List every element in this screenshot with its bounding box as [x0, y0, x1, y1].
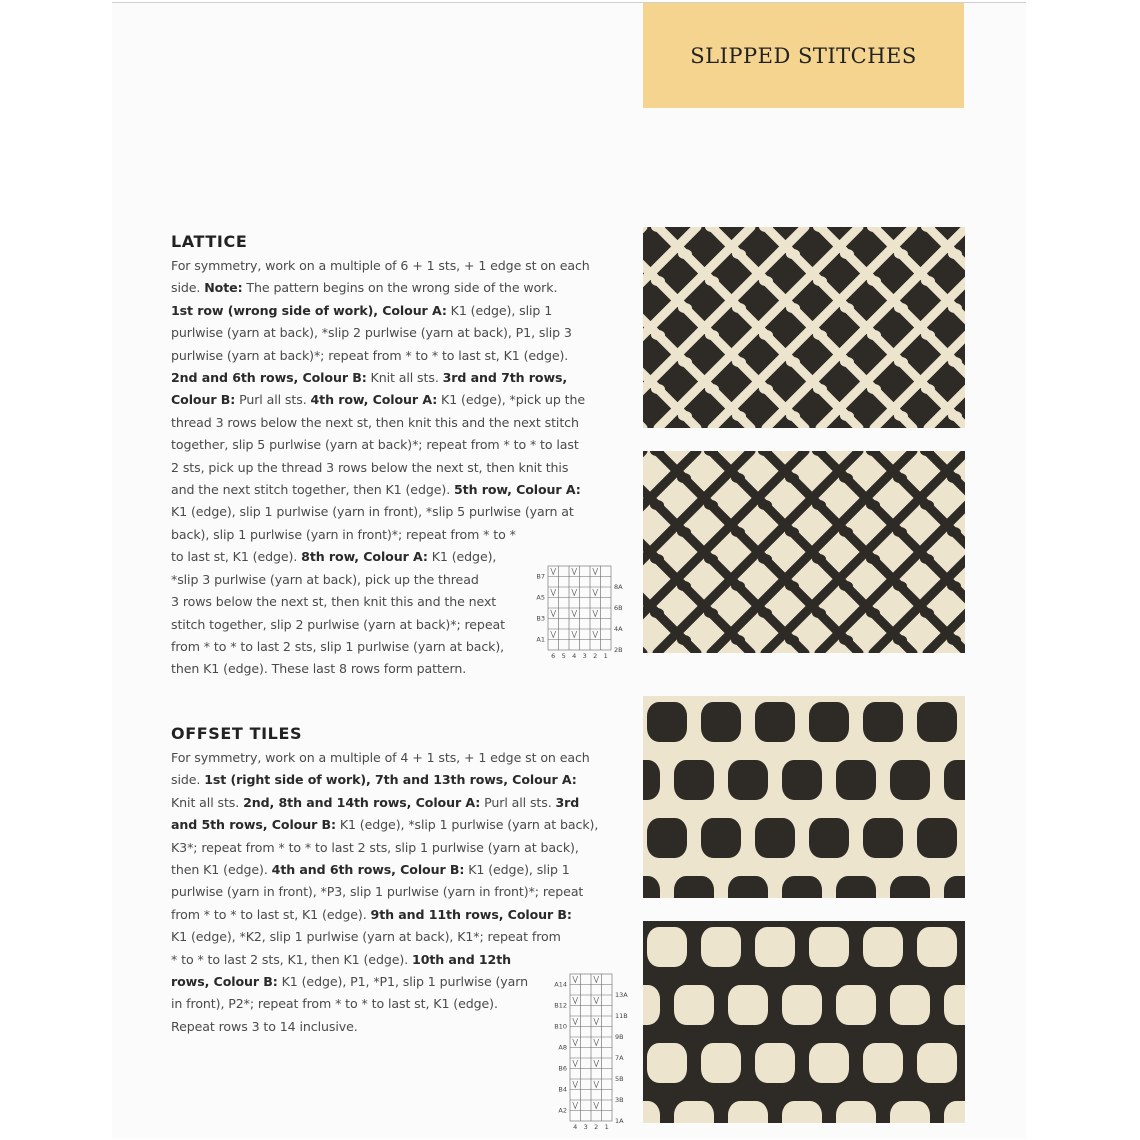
- instruction-text: *slip 3 purlwise (yarn at back), pick up the thread: [171, 571, 479, 587]
- text-line: [171, 389, 590, 411]
- chart-row-label: B4: [558, 1085, 567, 1094]
- offset-tiles-wrong-side-photo: [643, 921, 965, 1123]
- chart-column-label: 3: [582, 652, 587, 660]
- instruction-text: to last st, K1 (edge).: [171, 549, 302, 565]
- chart-column-label: 4: [573, 1123, 578, 1131]
- bold-instruction: 9th and 11th rows, Colour B:: [370, 906, 572, 922]
- instruction-text: K3*; repeat from * to * to last 2 sts, slip 1 purlwise (yarn at back),: [171, 839, 579, 855]
- instruction-text: purlwise (yarn at back), *slip 2 purlwise (yarn at back), P1, slip 3: [171, 325, 572, 341]
- chart-row-label: B6: [558, 1064, 567, 1073]
- chart-row-label: A14: [554, 980, 567, 989]
- chart-row-label: A2: [558, 1106, 567, 1115]
- chart-row-label: 8A: [614, 583, 623, 591]
- chart-row-label: 11B: [615, 1012, 628, 1020]
- instruction-text: purlwise (yarn at back)*; repeat from * to * to last st, K1 (edge).: [171, 347, 569, 363]
- instruction-text: from * to * to last 2 sts, slip 1 purlwise (yarn at back),: [171, 638, 505, 654]
- text-line: [171, 367, 590, 389]
- chart-column-label: 4: [572, 652, 577, 660]
- instruction-text: K1 (edge), slip 1 purlwise (yarn in front), *slip 5 purlwise (yarn at: [171, 504, 574, 520]
- text-line: [171, 255, 590, 277]
- instruction-text: K1 (edge), slip 1: [464, 862, 570, 878]
- lattice-stitch-chart: [524, 564, 634, 670]
- bold-instruction: 3rd and 7th rows,: [442, 370, 568, 386]
- offset-tiles-title: OFFSET TILES: [171, 724, 303, 743]
- instruction-text: and the next stitch together, then K1 (edge).: [171, 482, 454, 498]
- section-header: [643, 3, 964, 108]
- lattice-title: LATTICE: [171, 232, 248, 251]
- instruction-text: side.: [171, 280, 205, 296]
- chart-row-label: 6B: [614, 604, 623, 612]
- bold-instruction: rows, Colour B:: [171, 974, 278, 990]
- chart-column-label: 6: [551, 652, 556, 660]
- instruction-text: side.: [171, 772, 205, 788]
- chart-column-label: 5: [561, 652, 566, 660]
- text-line: [171, 300, 590, 322]
- instruction-text: purlwise (yarn in front), *P3, slip 1 purlwise (yarn in front)*; repeat: [171, 884, 584, 900]
- chart-row-label: A8: [558, 1043, 567, 1052]
- text-line: [171, 769, 598, 791]
- chart-row-label: 7A: [615, 1054, 624, 1062]
- text-line: [171, 993, 598, 1015]
- instruction-text: For symmetry, work on a multiple of 6 + 1 sts, + 1 edge st on each: [171, 258, 590, 273]
- instruction-text: K1 (edge),: [427, 549, 497, 565]
- instruction-text: 2 sts, pick up the thread 3 rows below the next st, then knit this: [171, 459, 569, 475]
- chart-row-label: 1A: [615, 1117, 624, 1125]
- chart-column-label: 1: [604, 1123, 609, 1131]
- chart-row-label: B7: [536, 572, 545, 581]
- chart-row-label: B3: [536, 614, 545, 623]
- instruction-text: Purl all sts.: [480, 794, 556, 810]
- text-line: [171, 971, 598, 993]
- text-line: [171, 322, 590, 344]
- offset-tiles-right-side-photo: [643, 696, 965, 898]
- chart-row-label: 4A: [614, 625, 623, 633]
- instruction-text: K1 (edge), *pick up the: [437, 392, 585, 408]
- instruction-text: For symmetry, work on a multiple of 4 + 1 sts, + 1 edge st on each: [171, 750, 590, 765]
- instruction-text: Knit all sts.: [171, 794, 244, 810]
- bold-instruction: 8th row, Colour A:: [301, 549, 428, 565]
- text-line: [171, 859, 598, 881]
- text-line: [171, 524, 590, 546]
- instruction-text: stitch together, slip 2 purlwise (yarn at back)*; repeat: [171, 616, 505, 632]
- text-line: [171, 457, 590, 479]
- instruction-text: Knit all sts.: [366, 370, 443, 386]
- text-line: [171, 1016, 598, 1038]
- offset-tiles-instructions: [171, 747, 598, 1038]
- instruction-text: back), slip 1 purlwise (yarn in front)*; repeat from * to *: [171, 526, 516, 542]
- instruction-text: then K1 (edge).: [171, 862, 272, 878]
- text-line: [171, 747, 598, 769]
- bold-instruction: 5th row, Colour A:: [454, 482, 581, 498]
- instruction-text: K1 (edge), *slip 1 purlwise (yarn at back),: [335, 817, 599, 833]
- instruction-text: K1 (edge), *K2, slip 1 purlwise (yarn at back), K1*; repeat from: [171, 929, 561, 945]
- chart-row-label: 5B: [615, 1075, 624, 1083]
- section-header-title: SLIPPED STITCHES: [690, 43, 917, 68]
- text-line: [171, 434, 590, 456]
- instruction-text: The pattern begins on the wrong side of the work.: [242, 280, 558, 296]
- chart-row-label: 13A: [615, 991, 628, 999]
- bold-instruction: 1st row (wrong side of work), Colour A:: [171, 302, 447, 318]
- instruction-text: then K1 (edge). These last 8 rows form pattern.: [171, 661, 467, 677]
- text-line: [171, 837, 598, 859]
- bold-instruction: Note:: [204, 280, 243, 296]
- text-line: [171, 904, 598, 926]
- bold-instruction: 1st (right side of work), 7th and 13th rows, Colour A:: [204, 772, 577, 788]
- offset-tiles-stitch-chart: [548, 972, 640, 1136]
- lattice-right-side-photo: [643, 227, 965, 428]
- chart-row-label: B12: [554, 1001, 567, 1010]
- text-line: [171, 277, 590, 299]
- text-line: [171, 926, 598, 948]
- text-line: [171, 881, 598, 903]
- bold-instruction: 4th and 6th rows, Colour B:: [271, 862, 465, 878]
- instruction-text: Repeat rows 3 to 14 inclusive.: [171, 1018, 358, 1034]
- lattice-wrong-side-photo: [643, 451, 965, 653]
- instruction-text: * to * to last 2 sts, K1, then K1 (edge).: [171, 951, 413, 967]
- chart-row-label: A1: [536, 635, 545, 644]
- text-line: [171, 501, 590, 523]
- text-line: [171, 345, 590, 367]
- chart-row-label: B10: [554, 1022, 567, 1031]
- chart-row-label: 2B: [614, 646, 623, 654]
- chart-column-label: 1: [603, 652, 608, 660]
- text-line: [171, 949, 598, 971]
- text-line: [171, 814, 598, 836]
- instruction-text: from * to * to last st, K1 (edge).: [171, 906, 371, 922]
- chart-column-label: 2: [594, 1123, 599, 1131]
- chart-column-label: 2: [593, 652, 598, 660]
- text-line: [171, 412, 590, 434]
- chart-column-label: 3: [583, 1123, 588, 1131]
- bold-instruction: 10th and 12th: [412, 951, 512, 967]
- bold-instruction: 2nd, 8th and 14th rows, Colour A:: [243, 794, 481, 810]
- instruction-text: thread 3 rows below the next st, then knit this and the next stitch: [171, 414, 579, 430]
- instruction-text: Purl all sts.: [235, 392, 311, 408]
- chart-row-label: A5: [536, 593, 545, 602]
- bold-instruction: 2nd and 6th rows, Colour B:: [171, 370, 367, 386]
- instruction-text: together, slip 5 purlwise (yarn at back)*; repeat from * to * to last: [171, 437, 579, 453]
- bold-instruction: and 5th rows, Colour B:: [171, 817, 336, 833]
- instruction-text: in front), P2*; repeat from * to * to last st, K1 (edge).: [171, 996, 498, 1012]
- bold-instruction: 4th row, Colour A:: [310, 392, 438, 408]
- instruction-text: K1 (edge), P1, *P1, slip 1 purlwise (yarn: [277, 974, 529, 990]
- chart-row-label: 3B: [615, 1096, 624, 1104]
- bold-instruction: Colour B:: [171, 392, 236, 408]
- text-line: [171, 792, 598, 814]
- instruction-text: K1 (edge), slip 1: [446, 302, 553, 318]
- bold-instruction: 3rd: [555, 794, 580, 810]
- chart-row-label: 9B: [615, 1033, 624, 1041]
- instruction-text: 3 rows below the next st, then knit this and the next: [171, 594, 497, 610]
- text-line: [171, 479, 590, 501]
